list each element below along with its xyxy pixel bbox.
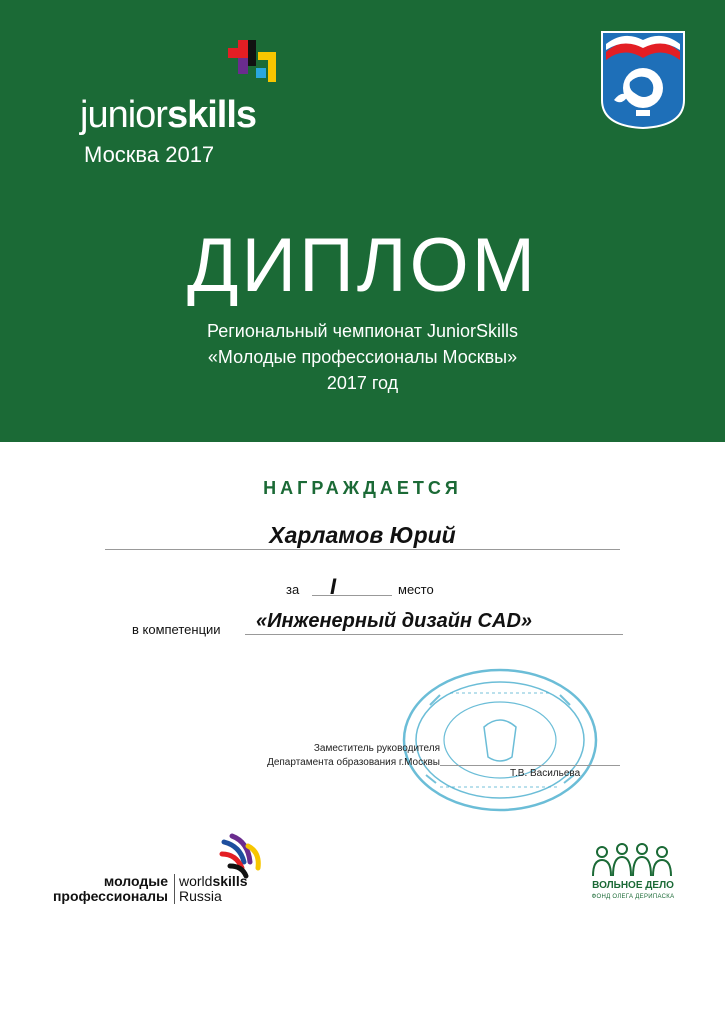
competence-label: в компетенции bbox=[132, 622, 221, 637]
people-group-icon bbox=[590, 842, 674, 878]
subtitle-line-1: Региональный чемпионат JuniorSkills bbox=[206, 321, 519, 341]
juniorskills-mark-icon bbox=[226, 38, 282, 94]
ws-left-line-1: молодые bbox=[103, 873, 168, 889]
official-seal-icon bbox=[400, 665, 600, 815]
place-prefix: за bbox=[286, 582, 300, 597]
logo-city: Москва 2017 bbox=[84, 142, 215, 167]
ws-right-text bbox=[179, 874, 248, 904]
signatory-role-line-2: Департамента образования г.Москвы bbox=[267, 757, 440, 768]
place-underline bbox=[312, 595, 392, 596]
subtitle-line-3: 2017 год bbox=[326, 373, 399, 393]
volnoe-delo-name: ВОЛЬНОЕ ДЕЛО bbox=[592, 880, 674, 891]
recipient-underline bbox=[105, 549, 620, 550]
worldskills-russia-logo bbox=[38, 832, 288, 912]
championship-subtitle bbox=[0, 318, 725, 396]
ws-left-text bbox=[38, 874, 168, 904]
moscow-education-emblem-icon bbox=[600, 30, 686, 130]
subtitle-line-2: «Молодые профессионалы Москвы» bbox=[207, 347, 518, 367]
ws-right-line-2: Russia bbox=[179, 888, 222, 904]
competence-underline bbox=[245, 634, 623, 635]
juniorskills-wordmark: juniorskills bbox=[80, 94, 257, 136]
ws-left-line-2: профессионалы bbox=[52, 888, 168, 904]
signatory-role bbox=[200, 742, 440, 770]
ws-right-line-1: worldskills bbox=[179, 873, 248, 889]
signatory-name: Т.В. Васильева bbox=[510, 768, 581, 779]
volnoe-delo-logo bbox=[578, 842, 688, 912]
volnoe-delo-subtitle: ФОНД ОЛЕГА ДЕРИПАСКА bbox=[591, 894, 675, 900]
signature-line bbox=[440, 765, 620, 766]
diploma-title: ДИПЛОМ bbox=[186, 223, 539, 308]
place-suffix: место bbox=[398, 582, 434, 597]
header-banner bbox=[0, 0, 725, 442]
ws-separator bbox=[174, 874, 175, 904]
place-value: I bbox=[330, 574, 337, 599]
signatory-role-line-1: Заместитель руководителя bbox=[313, 743, 440, 754]
recipient-name: Харламов Юрий bbox=[269, 522, 456, 548]
awarded-heading: НАГРАЖДАЕТСЯ bbox=[263, 478, 462, 498]
competence-value: «Инженерный дизайн CAD» bbox=[256, 610, 533, 632]
juniorskills-logo bbox=[80, 38, 300, 168]
